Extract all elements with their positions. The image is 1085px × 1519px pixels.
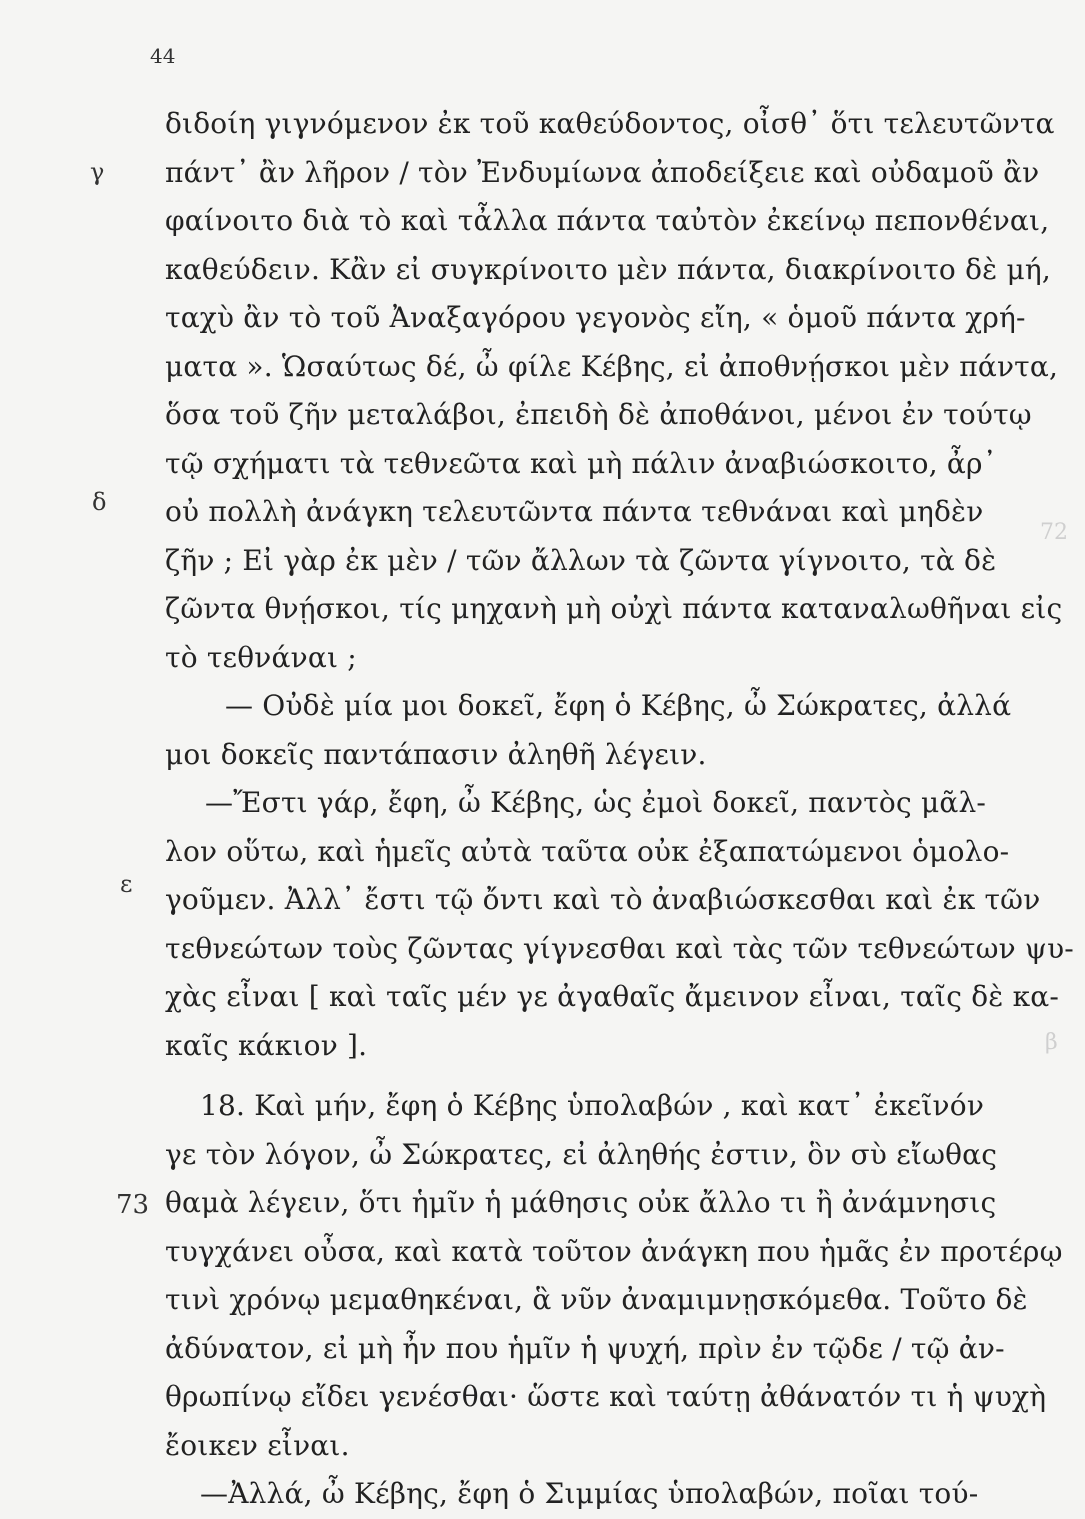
text-line: — Οὐδὲ μία μοι δοκεῖ, ἔφη ὁ Κέβης, ὦ Σώκρατες, ἀλλά [225, 689, 1012, 722]
text-line: —Ἀλλά, ὦ Κέβης, ἔφη ὁ Σιμμίας ὑπολαβών, ποῖαι τού- [200, 1477, 979, 1510]
text-line: τὸ τεθνάναι ; [165, 640, 357, 674]
text-line: γε τὸν λόγον, ὦ Σώκρατες, εἰ ἀληθής ἐστιν, ὃν σὺ εἴωθας [165, 1137, 998, 1171]
text-line: —Ἔστι γάρ, ἔφη, ὦ Κέβης, ὡς ἐμοὶ δοκεῖ, παντὸς μᾶλ- [205, 786, 987, 819]
text-line: 18. Καὶ μήν, ἔφη ὁ Κέβης ὑπολαβών , καὶ κατ᾽ ἐκεῖνόν [200, 1089, 985, 1122]
paragraph-gap [165, 1070, 1035, 1082]
text-line: ὅσα τοῦ ζῆν μεταλάβοι, ἐπειδὴ δὲ ἀποθάνοι, μένοι ἐν τούτῳ [165, 398, 1032, 431]
text-line: τῷ σχήματι τὰ τεθνεῶτα καὶ μὴ πάλιν ἀναβιώσκοιτο, ἆρ᾽ [165, 446, 997, 480]
text-line: ζῆν ; Εἰ γὰρ ἐκ μὲν / τῶν ἄλλων τὰ ζῶντα γίγνοιτο, τὰ δὲ [165, 543, 997, 577]
text-line: φαίνοιτο διὰ τὸ καὶ τἆλλα πάντα ταὐτὸν ἐκείνῳ πεπονθέναι, [165, 204, 1050, 237]
margin-marker-stephanus-73: 73 [116, 1190, 150, 1220]
text-line: τινὶ χρόνῳ μεμαθηκέναι, ἃ νῦν ἀναμιμνῃσκόμεθα. Τοῦτο δὲ [165, 1283, 1028, 1316]
text-line: γοῦμεν. Ἀλλ᾽ ἔστι τῷ ὄντι καὶ τὸ ἀναβιώσκεσθαι καὶ ἐκ τῶν [165, 883, 1041, 916]
margin-marker-delta: δ [92, 488, 107, 516]
bleed-through-number: 72 [1040, 520, 1068, 545]
text-line: ταχὺ ἂν τὸ τοῦ Ἀναξαγόρου γεγονὸς εἴη, « ὁμοῦ πάντα χρή- [165, 301, 1026, 334]
text-line: χὰς εἶναι [ καὶ ταῖς μέν γε ἀγαθαῖς ἄμεινον εἶναι, ταῖς δὲ κα- [165, 980, 1060, 1013]
text-line: ἀδύνατον, εἰ μὴ ἦν που ἡμῖν ἡ ψυχή, πρὶν ἐν τῷδε / τῷ ἀν- [165, 1331, 1005, 1365]
text-line: ζῶντα θνῄσκοι, τίς μηχανὴ μὴ οὐχὶ πάντα καταναλωθῆναι εἰς [165, 592, 1063, 625]
bleed-through-letter: β [1045, 1030, 1058, 1055]
text-line: ματα ». Ὡσαύτως δέ, ὦ φίλε Κέβης, εἰ ἀποθνῄσκοι μὲν πάντα, [165, 349, 1059, 383]
text-line: ἔοικεν εἶναι. [165, 1428, 350, 1462]
text-line: θρωπίνῳ εἴδει γενέσθαι· ὥστε καὶ ταύτῃ ἀθάνατόν τι ἡ ψυχὴ [165, 1380, 1047, 1413]
text-line: θαμὰ λέγειν, ὅτι ἡμῖν ἡ μάθησις οὐκ ἄλλο τι ἢ ἀνάμνησις [165, 1186, 997, 1219]
text-line: τυγχάνει οὖσα, καὶ κατὰ τοῦτον ἀνάγκη που ἡμᾶς ἐν προτέρῳ [165, 1234, 1063, 1268]
text-line: διδοίη γιγνόμενον ἐκ τοῦ καθεύδοντος, οἶσθ᾽ ὅτι τελευτῶντα [165, 107, 1055, 140]
text-line: οὐ πολλὴ ἀνάγκη τελευτῶντα πάντα τεθνάναι καὶ μηδὲν [165, 495, 984, 528]
text-line: πάντ᾽ ἂν λῆρον / τὸν Ἐνδυμίωνα ἀποδείξειε καὶ οὐδαμοῦ ἂν [165, 155, 1040, 189]
text-line: καθεύδειν. Κἂν εἰ συγκρίνοιτο μὲν πάντα, διακρίνοιτο δὲ μή, [165, 252, 1051, 286]
text-line: καῖς κάκιον ]. [165, 1028, 368, 1062]
text-line: λον οὕτω, καὶ ἡμεῖς αὐτὰ ταῦτα οὐκ ἐξαπατώμενοι ὁμολο- [165, 834, 1010, 868]
text-line: τεθνεώτων τοὺς ζῶντας γίγνεσθαι καὶ τὰς τῶν τεθνεώτων ψυ- [165, 931, 1074, 965]
margin-marker-epsilon: ε [120, 870, 133, 898]
text-line: μοι δοκεῖς παντάπασιν ἀληθῆ λέγειν. [165, 737, 707, 771]
page-number: 44 [150, 44, 176, 68]
margin-marker-gamma: γ [90, 158, 105, 186]
